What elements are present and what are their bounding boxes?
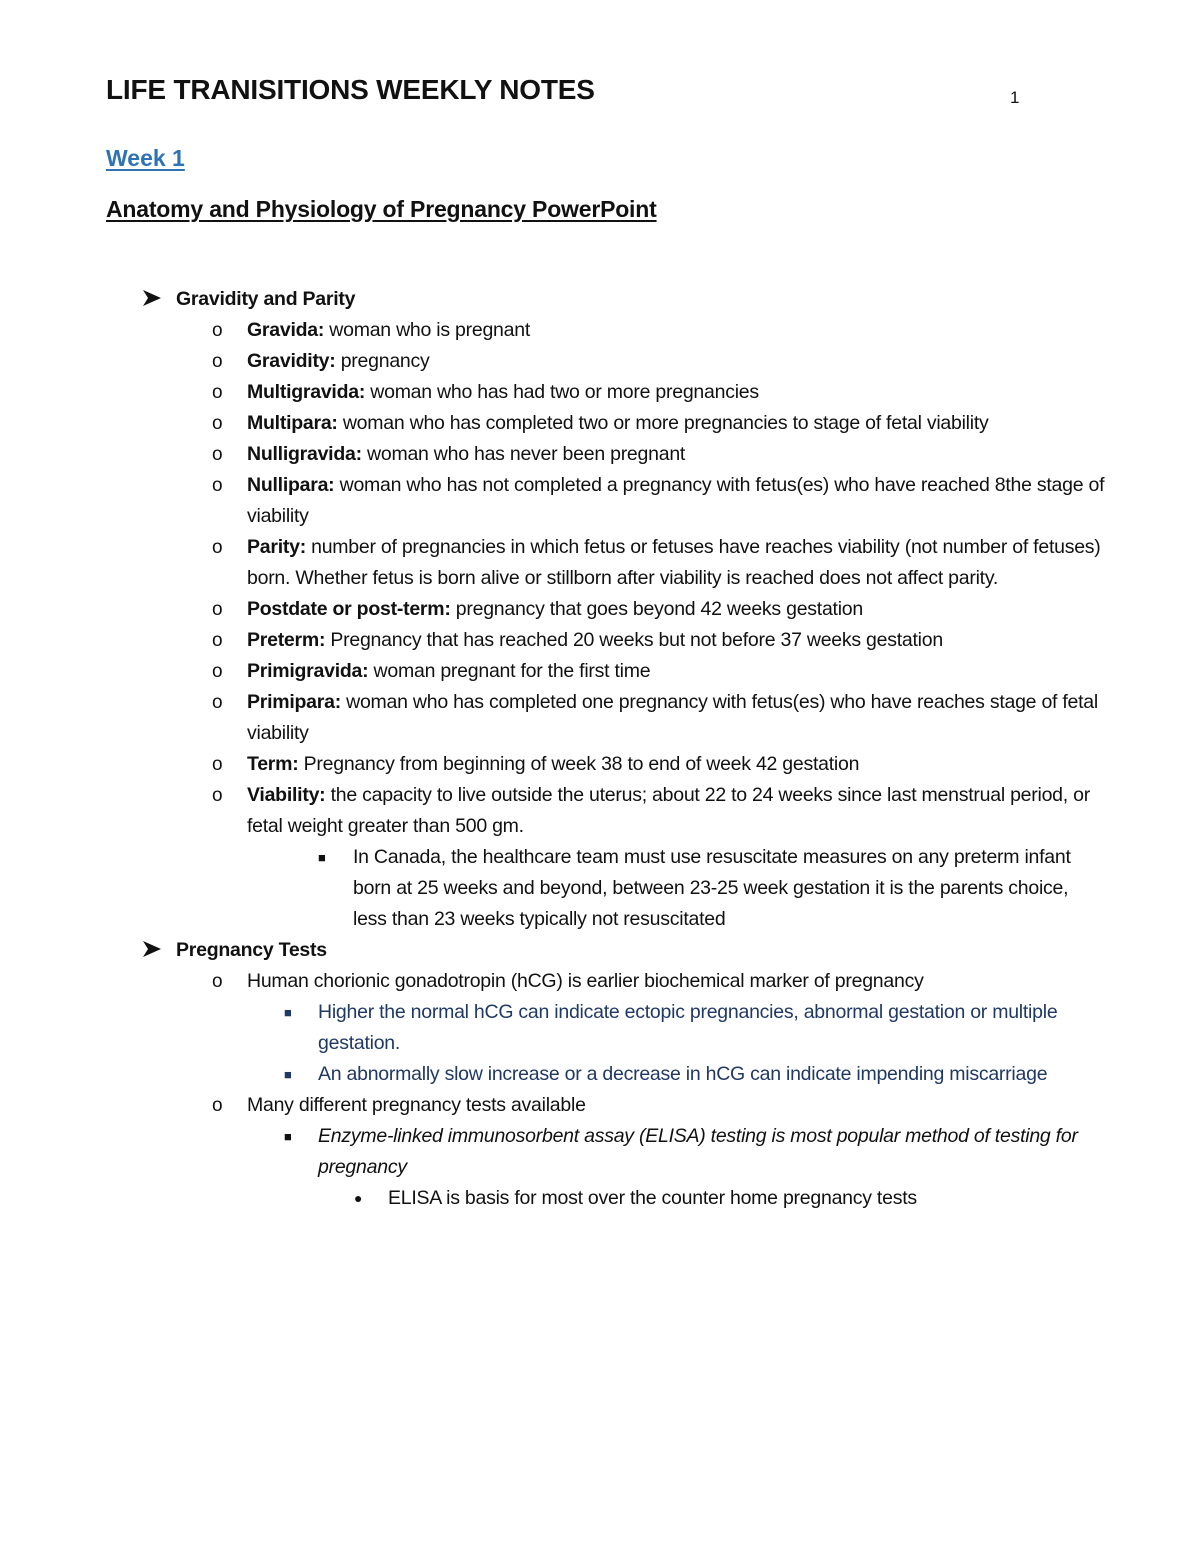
definition-text xyxy=(247,439,1107,470)
definition-description: woman who has not completed a pregnancy with fetus(es) who have reached 8the stage of viability xyxy=(247,474,1105,527)
definition-description: pregnancy that goes beyond 42 weeks gestation xyxy=(450,598,863,620)
definition-item xyxy=(0,780,1200,842)
definition-text xyxy=(247,470,1107,532)
definition-term: Multigravida: xyxy=(247,381,366,403)
circle-bullet-icon: o xyxy=(212,475,223,496)
definition-text xyxy=(247,687,1107,749)
definition-term: Nullipara: xyxy=(247,474,335,496)
circle-bullet-icon: o xyxy=(212,1095,223,1116)
definition-description: woman who has had two or more pregnancies xyxy=(365,381,759,403)
hcg-subpoint xyxy=(0,997,1200,1059)
definition-term: Parity: xyxy=(247,536,306,558)
definition-description: woman pregnant for the first time xyxy=(368,660,651,682)
circle-bullet-icon: o xyxy=(212,537,223,558)
definition-term: Nulligravida: xyxy=(247,443,362,465)
definition-item xyxy=(0,470,1200,532)
hcg-subpoint-text: An abnormally slow increase or a decrease in hCG can indicate impending miscarriage xyxy=(318,1063,1048,1085)
page-number: 1 xyxy=(1010,88,1020,107)
elisa-subpoint-text: ELISA is basis for most over the counter home pregnancy tests xyxy=(388,1187,917,1209)
hcg-subpoint-text: Higher the normal hCG can indicate ectopic pregnancies, abnormal gestation or multiple gestation. xyxy=(318,1001,1058,1054)
square-bullet-icon: ■ xyxy=(284,1129,292,1144)
definition-text xyxy=(247,346,1107,377)
square-bullet-icon: ■ xyxy=(284,1005,292,1020)
circle-bullet-icon: o xyxy=(212,382,223,403)
viability-subpoint-text: In Canada, the healthcare team must use resuscitate measures on any preterm infant born at 25 weeks and beyond, between 23-25 week gestation it is the parents choice, less than 23 weeks typically not resuscitated xyxy=(353,846,1071,930)
definition-term: Primipara: xyxy=(247,691,341,713)
definition-item xyxy=(0,687,1200,749)
circle-bullet-icon: o xyxy=(212,444,223,465)
definition-description: woman who has never been pregnant xyxy=(361,443,686,465)
outline-heading-tests xyxy=(0,935,1200,966)
circle-bullet-icon: o xyxy=(212,661,223,682)
circle-bullet-icon: o xyxy=(212,754,223,775)
arrow-bullet-icon xyxy=(142,935,162,966)
definition-term: Postdate or post-term: xyxy=(247,598,451,620)
definition-item xyxy=(0,656,1200,687)
viability-subpoint xyxy=(0,842,1200,935)
definition-description: number of pregnancies in which fetus or fetuses have reaches viability (not number of fetuses) born. Whether fetus is born alive or stillborn after viability is reached does not affect parity. xyxy=(247,536,1101,589)
definition-term: Viability: xyxy=(247,784,326,806)
definition-text xyxy=(247,749,1107,780)
definition-item xyxy=(0,346,1200,377)
definition-text xyxy=(247,656,1107,687)
definition-item xyxy=(0,594,1200,625)
definition-description: the capacity to live outside the uterus; about 22 to 24 weeks since last menstrual period, or fetal weight greater than 500 gm. xyxy=(247,784,1090,837)
circle-bullet-icon: o xyxy=(212,351,223,372)
definition-item xyxy=(0,749,1200,780)
circle-bullet-icon: o xyxy=(212,413,223,434)
elisa-text: Enzyme-linked immunosorbent assay (ELISA) testing is most popular method of testing for pregnancy xyxy=(318,1125,1078,1178)
definition-item xyxy=(0,315,1200,346)
definition-term: Gravidity: xyxy=(247,350,336,372)
definition-term: Multipara: xyxy=(247,412,338,434)
square-bullet-icon: ■ xyxy=(318,850,326,865)
definition-text xyxy=(247,408,1107,439)
many-tests-text: Many different pregnancy tests available xyxy=(247,1094,586,1116)
definition-term: Preterm: xyxy=(247,629,326,651)
week-heading: Week 1 xyxy=(106,145,185,171)
definition-text xyxy=(247,315,1107,346)
circle-bullet-icon: o xyxy=(212,320,223,341)
elisa-subpoint xyxy=(0,1183,1200,1214)
definition-text xyxy=(247,532,1107,594)
definition-text xyxy=(247,625,1107,656)
definition-text xyxy=(247,780,1107,842)
definition-item xyxy=(0,408,1200,439)
definition-description: pregnancy xyxy=(335,350,430,372)
definition-text xyxy=(247,594,1107,625)
section-heading: Anatomy and Physiology of Pregnancy PowerPoint xyxy=(106,196,657,222)
outline-heading-label: Pregnancy Tests xyxy=(176,939,327,961)
definition-item xyxy=(0,532,1200,594)
definition-item xyxy=(0,439,1200,470)
dot-bullet-icon: ● xyxy=(354,1190,363,1206)
many-tests-item xyxy=(0,1090,1200,1121)
circle-bullet-icon: o xyxy=(212,599,223,620)
circle-bullet-icon: o xyxy=(212,692,223,713)
hcg-text: Human chorionic gonadotropin (hCG) is earlier biochemical marker of pregnancy xyxy=(247,970,924,992)
square-bullet-icon: ■ xyxy=(284,1067,292,1082)
outline-heading-gravidity xyxy=(0,284,1200,315)
definition-term: Gravida: xyxy=(247,319,325,341)
definition-term: Primigravida: xyxy=(247,660,369,682)
definition-item xyxy=(0,625,1200,656)
definition-description: Pregnancy that has reached 20 weeks but not before 37 weeks gestation xyxy=(325,629,943,651)
circle-bullet-icon: o xyxy=(212,785,223,806)
notes-outline xyxy=(0,284,1200,1214)
circle-bullet-icon: o xyxy=(212,630,223,651)
definition-description: woman who has completed one pregnancy with fetus(es) who have reaches stage of fetal viability xyxy=(247,691,1098,744)
definition-item xyxy=(0,377,1200,408)
arrow-bullet-icon xyxy=(142,284,162,315)
outline-heading-label: Gravidity and Parity xyxy=(176,288,356,310)
definition-description: woman who is pregnant xyxy=(324,319,530,341)
definition-term: Term: xyxy=(247,753,299,775)
definition-text xyxy=(247,377,1107,408)
definition-list xyxy=(0,315,1200,842)
hcg-subpoint xyxy=(0,1059,1200,1090)
definition-description: Pregnancy from beginning of week 38 to end of week 42 gestation xyxy=(298,753,860,775)
definition-description: woman who has completed two or more pregnancies to stage of fetal viability xyxy=(337,412,989,434)
document-title: LIFE TRANISITIONS WEEKLY NOTES xyxy=(106,74,595,105)
circle-bullet-icon: o xyxy=(212,971,223,992)
elisa-item xyxy=(0,1121,1200,1183)
hcg-item xyxy=(0,966,1200,997)
